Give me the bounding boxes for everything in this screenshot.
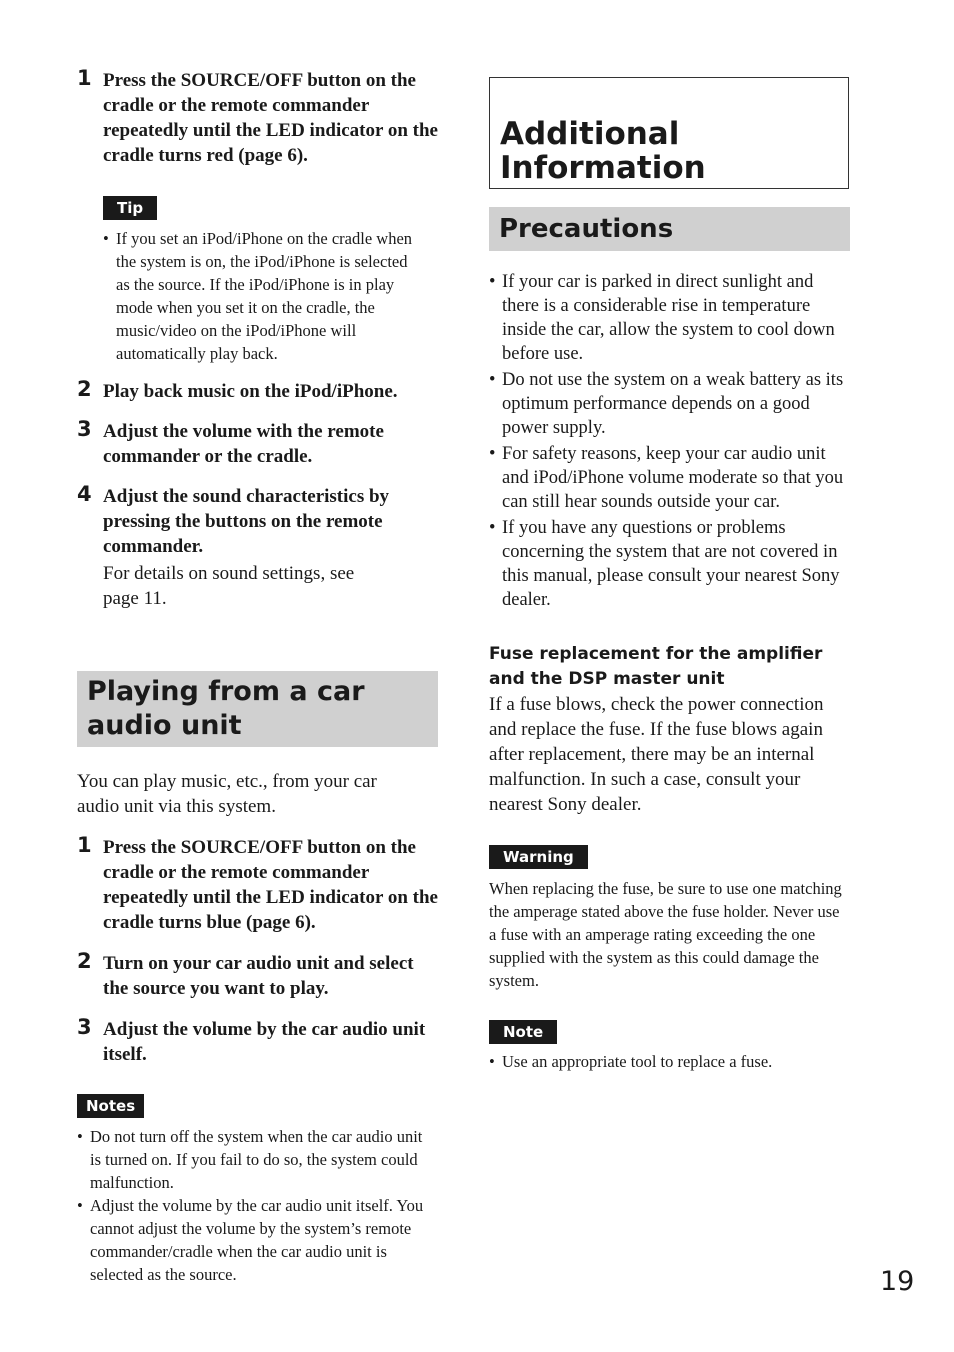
page-number: 19 [880, 1266, 915, 1297]
note-list [489, 1050, 849, 1073]
warning-block [489, 845, 851, 992]
note-item: • Adjust the volume by the car audio unit itself. You cannot adjust the volume by the system’s remote commander/cradle when the car audio unit is selected as the source. [77, 1194, 437, 1286]
note-item: • Do not turn off the system when the car audio unit is turned on. If you fail to do so, the system could malfunction. [77, 1125, 437, 1194]
notes-list [77, 1125, 437, 1286]
warning-label: Warning [489, 845, 588, 869]
note-label: Note [489, 1020, 557, 1044]
left-column [77, 68, 439, 1286]
tip-item: • If you set an iPod/iPhone on the cradle when the system is on, the iPod/iPhone is selected as the source. If the iPod/iPhone is in play mode when you set it on the cradle, the music/video on the iPod/iPhone will automatically play back. [103, 227, 425, 365]
tip-block [103, 196, 439, 365]
step-text: Turn on your car audio unit and select the source you want to play. [103, 953, 414, 999]
car-step-2 [77, 951, 439, 1001]
precaution-item: • If your car is parked in direct sunlight and there is a considerable rise in temperature inside the car, allow the system to cool down before use. [489, 270, 849, 366]
section-heading-precautions: Precautions [489, 207, 850, 251]
precaution-item: • Do not use the system on a weak battery as its optimum performance depends on a good power supply. [489, 368, 849, 440]
step-text: Press the SOURCE/OFF button on the cradle or the remote commander repeatedly until the LED indicator on the cradle turns blue (page 6). [103, 837, 438, 933]
car-audio-intro: You can play music, etc., from your car audio unit via this system. [77, 771, 377, 817]
section-heading-car-audio: Playing from a car audio unit [77, 671, 438, 747]
step-text: Press the SOURCE/OFF button on the cradle or the remote commander repeatedly until the LED indicator on the cradle turns red (page 6). [103, 70, 438, 166]
notes-block [77, 1094, 439, 1286]
step-1-red [77, 68, 439, 168]
note-block [489, 1020, 851, 1073]
tip-label: Tip [103, 196, 157, 220]
chapter-title-box [489, 77, 849, 189]
step-number: 2 [77, 949, 92, 973]
tip-list [103, 227, 425, 365]
step-number: 4 [77, 482, 92, 506]
step-text: Adjust the sound characteristics by pressing the buttons on the remote commander. [103, 486, 390, 557]
car-step-1 [77, 835, 439, 935]
step-text: Adjust the volume with the remote commander or the cradle. [103, 421, 384, 467]
notes-label: Notes [77, 1094, 144, 1118]
step-2-play [77, 379, 439, 404]
step-3-volume [77, 419, 439, 469]
note-item: • Use an appropriate tool to replace a fuse. [489, 1050, 849, 1073]
car-step-3 [77, 1017, 439, 1067]
precaution-item: • For safety reasons, keep your car audio unit and iPod/iPhone volume moderate so that you can still hear sounds outside your car. [489, 442, 849, 514]
step-number: 1 [77, 66, 92, 90]
step-number: 3 [77, 1015, 92, 1039]
warning-text: When replacing the fuse, be sure to use one matching the amperage stated above the fuse holder. Never use a fuse with an amperage rating exceeding the one supplied with the system as this could damage the system. [489, 879, 842, 990]
step-detail: For details on sound settings, see page 11. [103, 563, 355, 609]
fuse-text: If a fuse blows, check the power connection and replace the fuse. If the fuse blows again after replacement, there may be an internal malfunction. In such a case, consult your nearest Sony dealer. [489, 694, 824, 815]
precaution-item: • If you have any questions or problems concerning the system that are not covered in this manual, please consult your nearest Sony dealer. [489, 516, 849, 612]
step-number: 1 [77, 833, 92, 857]
step-number: 2 [77, 377, 92, 401]
step-number: 3 [77, 417, 92, 441]
right-column [489, 77, 851, 1073]
chapter-title: Additional Information [500, 116, 706, 186]
precautions-list [489, 270, 849, 612]
step-text: Play back music on the iPod/iPhone. [103, 381, 398, 402]
step-4-sound [77, 484, 439, 611]
step-text: Adjust the volume by the car audio unit itself. [103, 1019, 426, 1065]
fuse-heading: Fuse replacement for the amplifier and the DSP master unit [489, 644, 823, 689]
